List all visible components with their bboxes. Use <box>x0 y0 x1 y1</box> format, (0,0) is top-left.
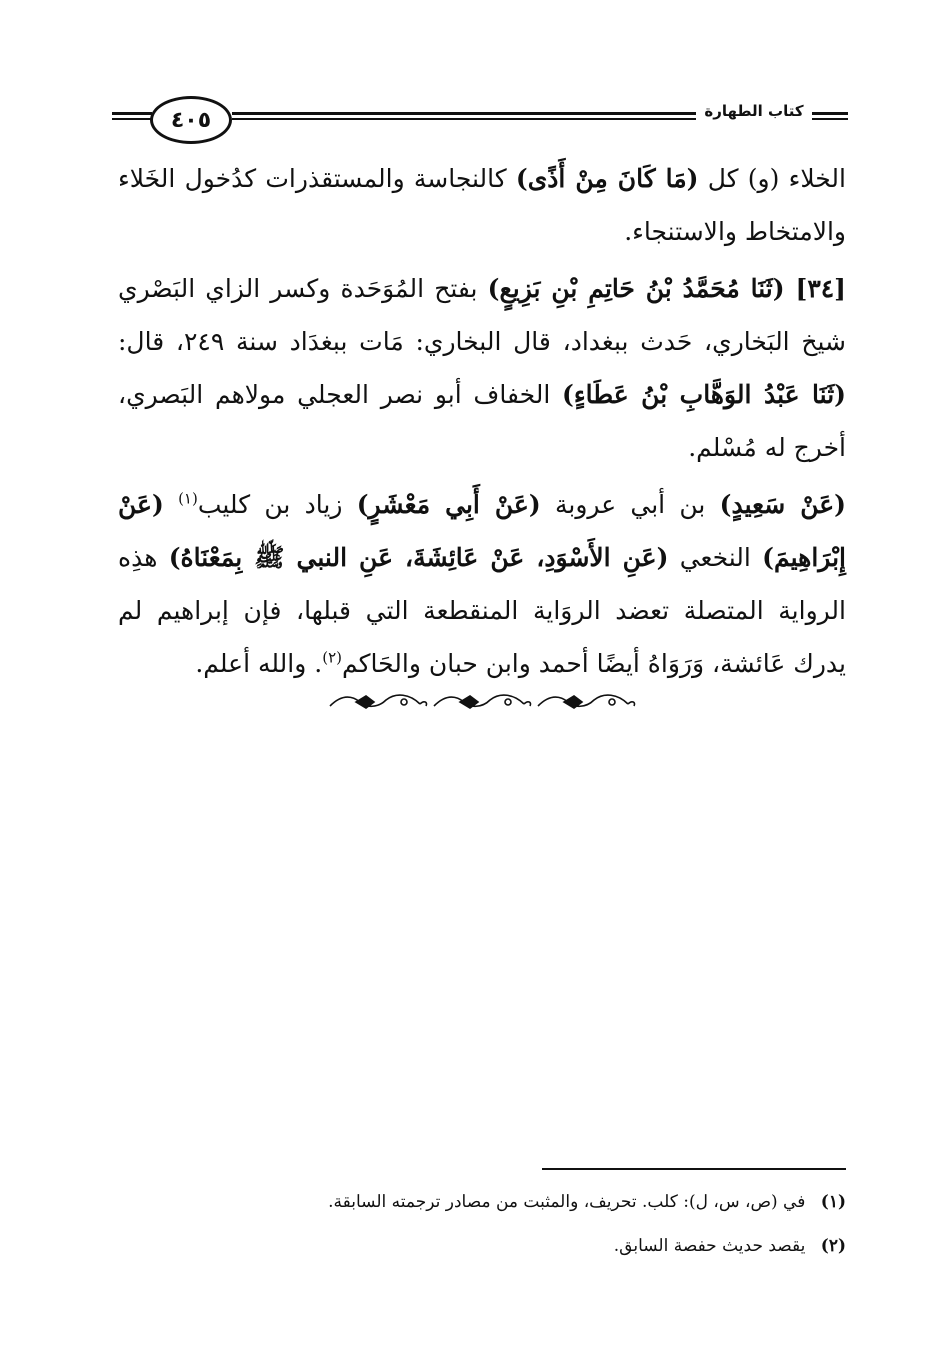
commentary-text: الخفاف أبو نصر العجلي مولاهم البَصري، أخرج له مُسْلم. <box>118 380 846 462</box>
footnote-1 <box>118 1180 846 1224</box>
commentary-text: كالنجاسة والمستقذرات كدُخول الخَلاء والامتخاط والاستنجاء. <box>118 164 846 246</box>
quoted-text: (عَنْ أَبِي مَعْشَرٍ) <box>356 490 541 519</box>
quoted-text: [٣٤] <box>784 274 847 303</box>
commentary-text: زياد بن كليب <box>197 490 357 519</box>
commentary-text: بن أبي عروبة <box>540 490 720 519</box>
quoted-text: (مَا كَانَ مِنْ أَذًى) <box>515 164 699 193</box>
commentary-text <box>164 490 178 519</box>
footnote-number: (١) <box>820 1192 846 1212</box>
quoted-text: (عَنِ الأَسْوَدِ، عَنْ عَائِشَةَ، عَنِ النبي ﷺ بِمَعْنَاهُ) <box>168 543 669 572</box>
header-rule-left <box>112 112 152 126</box>
quoted-text: (عَنْ سَعِيدٍ) <box>719 490 846 519</box>
paragraph-2 <box>118 262 846 474</box>
commentary-text: الخلاء (و) كل <box>698 164 846 193</box>
commentary-text: هذِه الرواية المتصلة تعضد الروَاية المنقطعة التي قبلها، فإن إبراهيم لم يدرك عَائشة، وَرَوَاهُ أيضًا أحمد وابن حبان والحَاكم <box>118 543 846 678</box>
quoted-text: (عَنْ إِبْرَاهِيمَ) <box>118 490 846 572</box>
footnote-marker: (١) <box>178 489 198 508</box>
page-header <box>112 90 848 150</box>
footnote-text: يقصد حديث حفصة السابق. <box>613 1236 806 1256</box>
header-rule-right <box>812 112 848 126</box>
footnote-number: (٢) <box>820 1236 846 1256</box>
footnote-separator <box>542 1168 846 1170</box>
quoted-text: (ثَنَا مُحَمَّدُ بْنُ حَاتِمِ بْنِ بَزِيعٍ) <box>487 274 785 303</box>
page-number: ٤٠٥ <box>150 96 232 144</box>
header-rule-middle <box>232 112 696 126</box>
running-title: كتاب الطهارة <box>704 102 804 120</box>
footnote-2 <box>118 1224 846 1268</box>
commentary-text: النخعي <box>668 543 763 572</box>
floral-divider-icon <box>326 688 636 716</box>
commentary-text: . والله أعلم. <box>195 649 323 678</box>
footnote-text: في (ص، س، ل): كلب. تحريف، والمثبت من مصادر ترجمته السابقة. <box>328 1192 806 1212</box>
footnotes <box>118 1180 846 1268</box>
main-text <box>118 152 846 690</box>
quoted-text: (ثَنَا عَبْدُ الوَهَّابِ بْنُ عَطَاءٍ) <box>562 380 846 409</box>
footnote-marker: (٢) <box>322 648 342 667</box>
commentary-text: بفتح المُوَحَدة وكسر الزاي البَصْري شيخ البَخاري، حَدث ببغداد، قال البخاري: مَات ببغدَاد سنة ٢٤٩، قال: <box>118 274 847 356</box>
paragraph-3 <box>118 478 846 690</box>
paragraph-1 <box>118 152 846 258</box>
